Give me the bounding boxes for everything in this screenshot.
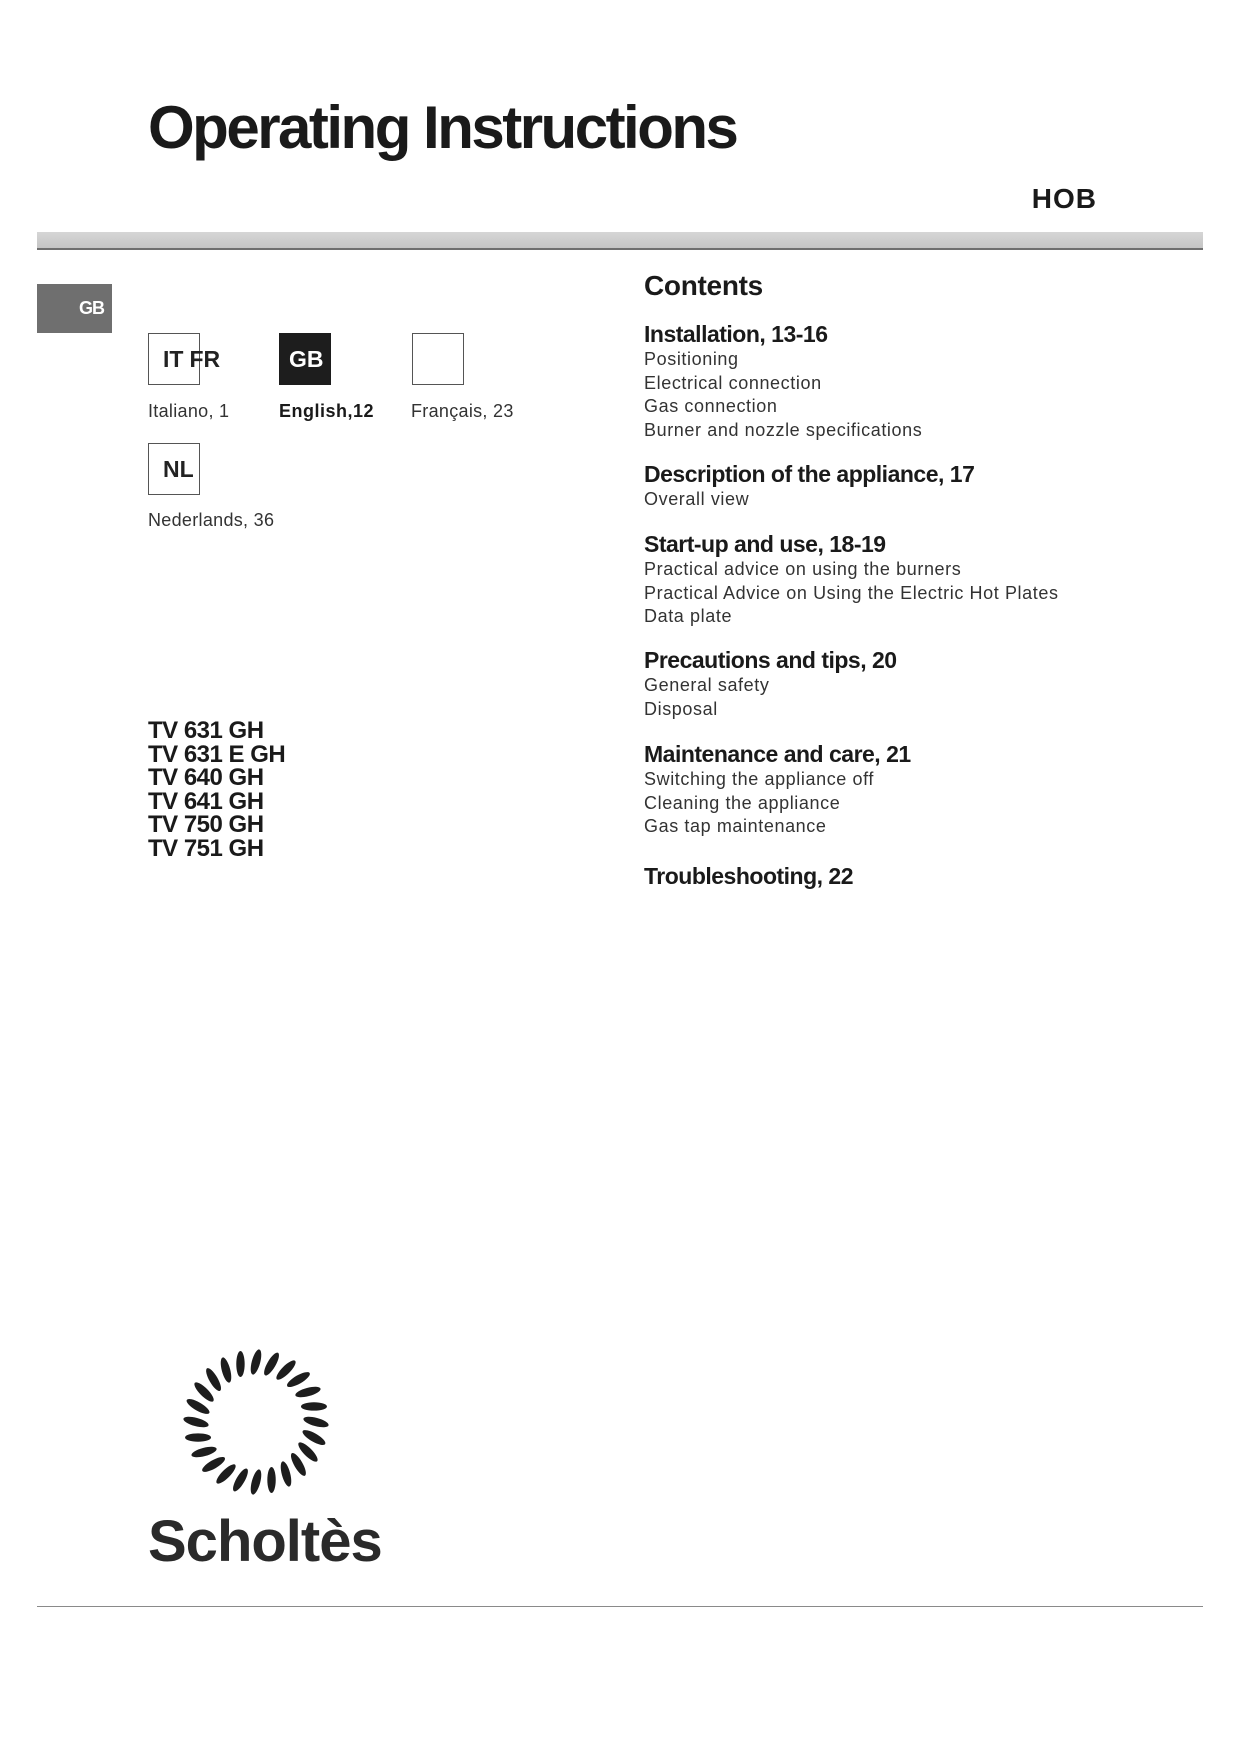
toc-item[interactable]: Data plate — [644, 606, 733, 626]
model-item: TV 641 GH — [148, 787, 264, 815]
sun-ray — [249, 1468, 264, 1495]
model-list — [148, 719, 285, 860]
sun-ray — [190, 1445, 217, 1460]
language-label-francais[interactable]: Français, 23 — [411, 401, 514, 421]
language-box-gb[interactable]: GB — [279, 333, 331, 385]
model-item: TV 640 GH — [148, 764, 264, 791]
model-item: TV 631 E GH — [148, 740, 286, 768]
toc-item[interactable]: Burner and nozzle specifications — [644, 419, 923, 440]
sun-ray — [249, 1348, 264, 1375]
sun-ray — [267, 1467, 275, 1493]
sun-ray — [236, 1351, 244, 1377]
language-label-nederlands[interactable]: Nederlands, 36 — [148, 510, 275, 530]
language-label-english[interactable]: English,12 — [279, 401, 375, 421]
product-type: HOB — [1031, 183, 1097, 214]
model-item: TV 631 GH — [148, 717, 264, 744]
toc-heading[interactable]: Maintenance and care, 21 — [644, 741, 911, 767]
sun-ray — [301, 1402, 327, 1410]
toc-heading[interactable]: Start-up and use, 18-19 — [644, 531, 886, 557]
sun-ray — [182, 1415, 209, 1430]
brand-name: Scholtès — [148, 1509, 382, 1574]
model-item: TV 750 GH — [148, 811, 264, 838]
language-box-nl[interactable]: NL — [148, 443, 200, 495]
language-code-fr: FR — [189, 345, 221, 372]
toc-item[interactable]: Practical Advice on Using the Electric Hot Plates — [644, 582, 1059, 603]
toc-item[interactable]: Electrical connection — [644, 372, 822, 393]
sun-ray — [185, 1433, 211, 1441]
model-item: TV 751 GH — [148, 834, 264, 862]
toc-item[interactable]: Gas connection — [644, 396, 778, 416]
header-divider — [37, 232, 1203, 250]
toc-section-installation — [644, 320, 1204, 442]
toc-section-maintenance — [644, 740, 1204, 839]
language-label-italiano[interactable]: Italiano, 1 — [148, 401, 230, 421]
language-code-it: IT — [163, 345, 184, 372]
toc-heading[interactable]: Precautions and tips, 20 — [644, 647, 897, 673]
toc-item[interactable]: Cleaning the appliance — [644, 792, 841, 813]
toc-heading[interactable]: Troubleshooting, 22 — [644, 863, 854, 889]
sun-ray — [294, 1385, 321, 1400]
toc-section-precautions — [644, 646, 1204, 721]
language-side-tab: GB — [37, 284, 112, 333]
toc-item[interactable]: Positioning — [644, 349, 739, 369]
language-box-it-fr[interactable] — [148, 333, 221, 385]
toc-section-troubleshooting — [644, 862, 1204, 890]
language-box-fr[interactable] — [412, 333, 464, 385]
sun-ray — [279, 1460, 294, 1487]
toc-item[interactable]: Disposal — [644, 698, 718, 719]
sun-ray — [302, 1415, 329, 1430]
toc-heading[interactable]: Installation, 13-16 — [644, 321, 828, 347]
document-title: Operating Instructions — [148, 94, 737, 161]
toc-item[interactable]: Gas tap maintenance — [644, 816, 827, 836]
toc-heading[interactable]: Description of the appliance, 17 — [644, 461, 975, 487]
toc-item[interactable]: Practical advice on using the burners — [644, 559, 962, 579]
toc-section-startup — [644, 530, 1204, 629]
sun-ray — [219, 1356, 234, 1383]
footer-divider — [37, 1606, 1203, 1607]
toc-section-description — [644, 460, 1204, 512]
toc-item[interactable]: General safety — [644, 675, 770, 695]
toc-item[interactable]: Overall view — [644, 489, 750, 509]
toc-item[interactable]: Switching the appliance off — [644, 769, 875, 789]
contents-title: Contents — [644, 270, 763, 301]
